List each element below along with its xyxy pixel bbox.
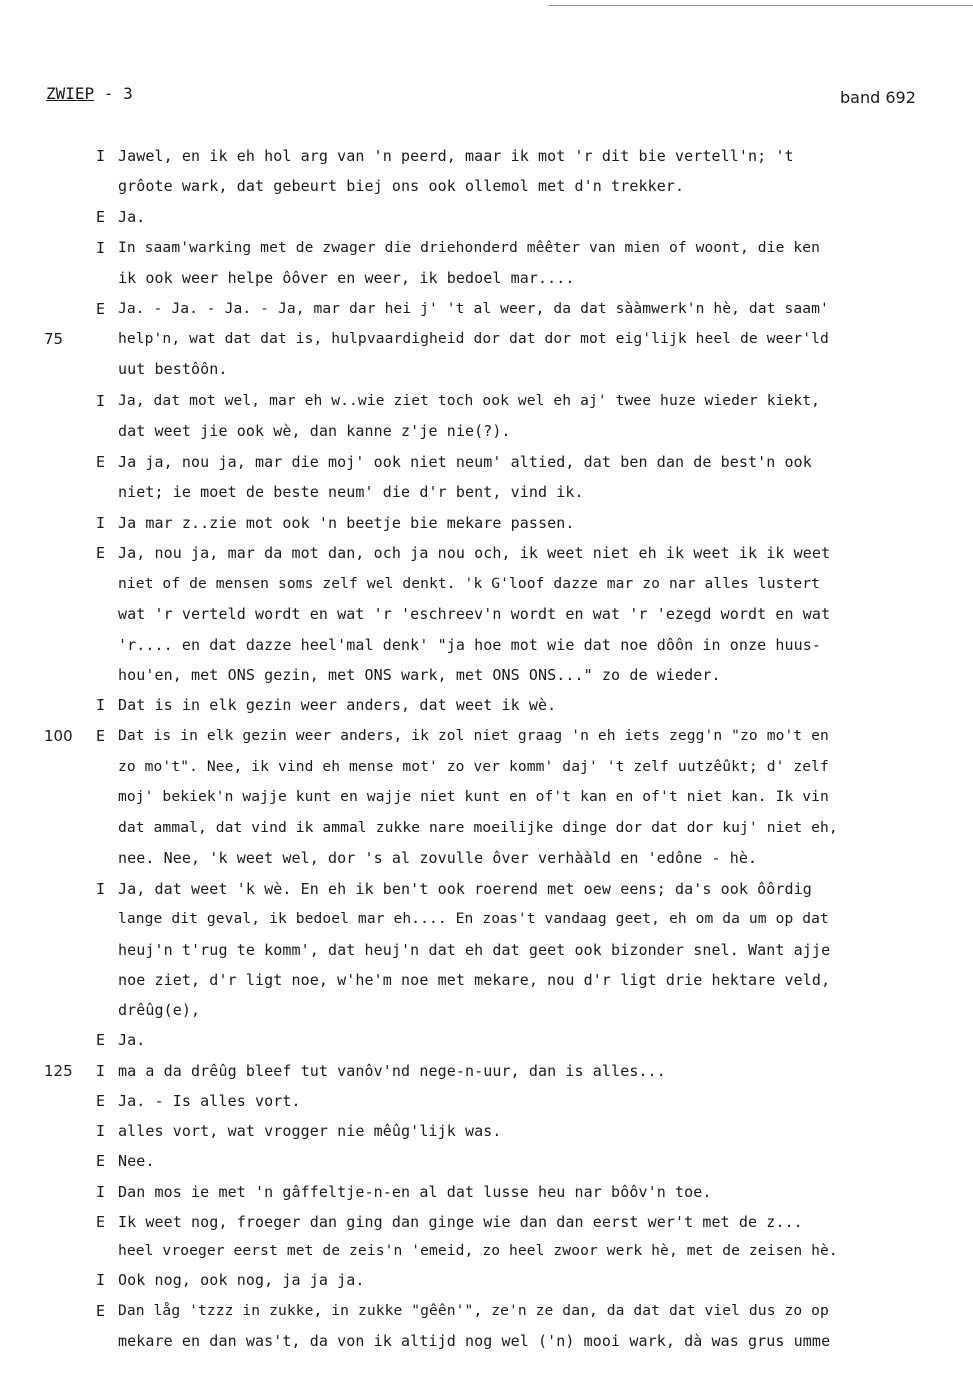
speaker-label: E: [96, 1152, 106, 1170]
line-text: dat ammal, dat vind ik ammal zukke nare moeilijke dinge dor dat dor kuj' niet eh,: [118, 819, 838, 836]
transcript-line: [0, 1091, 973, 1121]
line-text: Ja, dat mot wel, mar eh w..wie ziet toch ook wel eh aj' twee huze wieder kiekt,: [118, 392, 821, 409]
transcript-line: [0, 604, 973, 634]
line-text: Dat is in elk gezin weer anders, dat weet ik wè.: [118, 696, 557, 714]
line-text: Nee.: [118, 1152, 155, 1170]
line-text: ma a da drêûg bleef tut vanôv'nd nege-n-uur, dan is alles...: [118, 1062, 666, 1080]
transcript-line: [0, 1151, 973, 1181]
transcript-line: [0, 970, 973, 1000]
line-text: drêûg(e),: [118, 1001, 201, 1019]
transcript-line: [0, 146, 973, 176]
speaker-label: E: [96, 208, 106, 226]
transcript-line: [0, 482, 973, 512]
line-text: heuj'n t'rug te komm', dat heuj'n dat eh dat geet ook bizonder snel. Want ajje: [118, 941, 831, 959]
line-number: 100: [44, 727, 73, 745]
speaker-label: I: [96, 696, 106, 714]
transcript-line: [0, 359, 973, 389]
speaker-label: E: [96, 453, 106, 471]
transcript-line: [0, 726, 973, 756]
speaker-label: I: [96, 1122, 106, 1140]
transcript-line: [0, 1030, 973, 1060]
line-text: lange dit geval, ik bedoel mar eh.... En zoas't vandaag geet, eh om da um op dat: [118, 910, 829, 927]
line-text: zo mo't". Nee, ik vind eh mense mot' zo ver komm' daj' 't zelf uutzêûkt; d' zelf: [118, 758, 829, 775]
tape-number: band 692: [840, 88, 916, 107]
speaker-label: I: [96, 514, 106, 532]
line-text: wat 'r verteld wordt en wat 'r 'eschreev'n wordt en wat 'r 'ezegd wordt en wat: [118, 605, 831, 623]
speaker-label: E: [96, 544, 106, 562]
line-text: Ja, nou ja, mar da mot dan, och ja nou och, ik weet niet eh ik weet ik ik weet: [118, 544, 831, 562]
speaker-label: I: [96, 147, 106, 165]
transcript-line: [0, 848, 973, 878]
line-text: help'n, wat dat dat is, hulpvaardigheid dor dat dor mot eig'lijk heel de weer'ld: [118, 330, 829, 347]
transcript-line: [0, 695, 973, 725]
speaker-label: E: [96, 727, 106, 745]
transcript-line: [0, 268, 973, 298]
transcript-line: [0, 299, 973, 329]
line-number: 125: [44, 1062, 73, 1080]
transcript-line: [0, 1331, 973, 1361]
transcript-line: [0, 787, 973, 817]
transcript-line: [0, 1182, 973, 1212]
speaker-label: E: [96, 300, 106, 318]
line-text: hou'en, met ONS gezin, met ONS wark, met ONS ONS..." zo de wieder.: [118, 666, 721, 684]
transcript-line: [0, 238, 973, 268]
speaker-label: I: [96, 1062, 106, 1080]
line-text: Ja.: [118, 1031, 146, 1049]
transcript-line: [0, 329, 973, 359]
line-text: Ik weet nog, froeger dan ging dan ginge wie dan dan eerst wer't met de z...: [118, 1213, 803, 1231]
line-text: Ook nog, ook nog, ja ja ja.: [118, 1271, 365, 1289]
speaker-label: E: [96, 1031, 106, 1049]
line-text: noe ziet, d'r ligt noe, w'he'm noe met mekare, nou d'r ligt drie hektare veld,: [118, 971, 831, 989]
transcript-line: [0, 635, 973, 665]
transcript-line: [0, 452, 973, 482]
transcript-line: [0, 1301, 973, 1331]
speaker-label: I: [96, 1271, 106, 1289]
transcript-line: [0, 1241, 973, 1271]
line-text: Ja ja, nou ja, mar die moj' ook niet neum' altied, dat ben dan de best'n ook: [118, 453, 812, 471]
transcript-line: [0, 543, 973, 573]
line-text: alles vort, wat vrogger nie mêûg'lijk was.: [118, 1122, 502, 1140]
transcript-line: [0, 940, 973, 970]
line-text: dat weet jie ook wè, dan kanne z'je nie(?).: [118, 422, 511, 440]
page-header-left: [46, 84, 133, 103]
transcript-line: [0, 909, 973, 939]
line-text: ik ook weer helpe ôôver en weer, ik bedoel mar....: [118, 269, 575, 287]
transcript-line: [0, 421, 973, 451]
transcript-line: [0, 391, 973, 421]
transcript-line: [0, 574, 973, 604]
transcript-line: [0, 757, 973, 787]
line-text: Dan låg 'tzzz in zukke, in zukke "gêên'", ze'n ze dan, da dat dat viel dus zo op: [118, 1302, 829, 1319]
line-text: heel vroeger eerst met de zeis'n 'emeid, zo heel zwoor werk hè, met de zeisen hè.: [118, 1242, 838, 1259]
transcript-line: [0, 1270, 973, 1300]
line-text: In saam'warking met de zwager die driehonderd mêêter van mien of woont, die ken: [118, 239, 821, 256]
line-text: uut bestôôn.: [118, 360, 228, 378]
speaker-label: E: [96, 1302, 106, 1320]
document-title: ZWIEP: [46, 84, 95, 103]
line-text: Ja. - Is alles vort.: [118, 1092, 301, 1110]
line-number: 75: [44, 330, 64, 348]
line-text: Dat is in elk gezin weer anders, ik zol niet graag 'n eh iets zegg'n "zo mo't en: [118, 727, 829, 744]
transcript-line: [0, 818, 973, 848]
transcript-line: [0, 1000, 973, 1030]
line-text: nee. Nee, 'k weet wel, dor 's al zovulle ôver verhààld en 'edône - hè.: [118, 849, 758, 867]
transcript-line: [0, 665, 973, 695]
speaker-label: E: [96, 1213, 106, 1231]
speaker-label: I: [96, 1183, 106, 1201]
speaker-label: E: [96, 1092, 106, 1110]
line-text: niet of de mensen soms zelf wel denkt. 'k G'loof dazze mar zo nar alles lustert: [118, 575, 821, 592]
line-text: Jawel, en ik eh hol arg van 'n peerd, maar ik mot 'r dit bie vertell'n; 't: [118, 147, 794, 165]
line-text: moj' bekiek'n wajje kunt en wajje niet kunt en of't kan en of't niet kan. Ik vin: [118, 788, 829, 805]
speaker-label: I: [96, 239, 106, 257]
line-text: Ja, dat weet 'k wè. En eh ik ben't ook roerend met oew eens; da's ook ôôrdig: [118, 880, 812, 898]
line-text: grôote wark, dat gebeurt biej ons ook ollemol met d'n trekker.: [118, 177, 685, 195]
line-text: Ja.: [118, 208, 146, 226]
line-text: Ja mar z..zie mot ook 'n beetje bie mekare passen.: [118, 514, 575, 532]
top-rule: [548, 5, 973, 6]
page-number: - 3: [94, 84, 133, 103]
transcript-line: [0, 176, 973, 206]
transcript-line: [0, 1212, 973, 1242]
line-text: mekare en dan was't, da von ik altijd nog wel ('n) mooi wark, dà was grus umme: [118, 1332, 831, 1350]
line-text: Dan mos ie met 'n gâffeltje-n-en al dat lusse heu nar bôôv'n toe.: [118, 1183, 712, 1201]
line-text: niet; ie moet de beste neum' die d'r bent, vind ik.: [118, 483, 584, 501]
transcript-line: [0, 513, 973, 543]
transcript-line: [0, 1061, 973, 1091]
speaker-label: I: [96, 880, 106, 898]
line-text: Ja. - Ja. - Ja. - Ja, mar dar hei j' 't al weer, da dat sààmwerk'n hè, dat saam': [118, 300, 829, 317]
transcript-line: [0, 1121, 973, 1151]
speaker-label: I: [96, 392, 106, 410]
transcript-line: [0, 879, 973, 909]
line-text: 'r.... en dat dazze heel'mal denk' "ja hoe mot wie dat noe dôôn in onze huus-: [118, 636, 822, 654]
transcript-line: [0, 207, 973, 237]
